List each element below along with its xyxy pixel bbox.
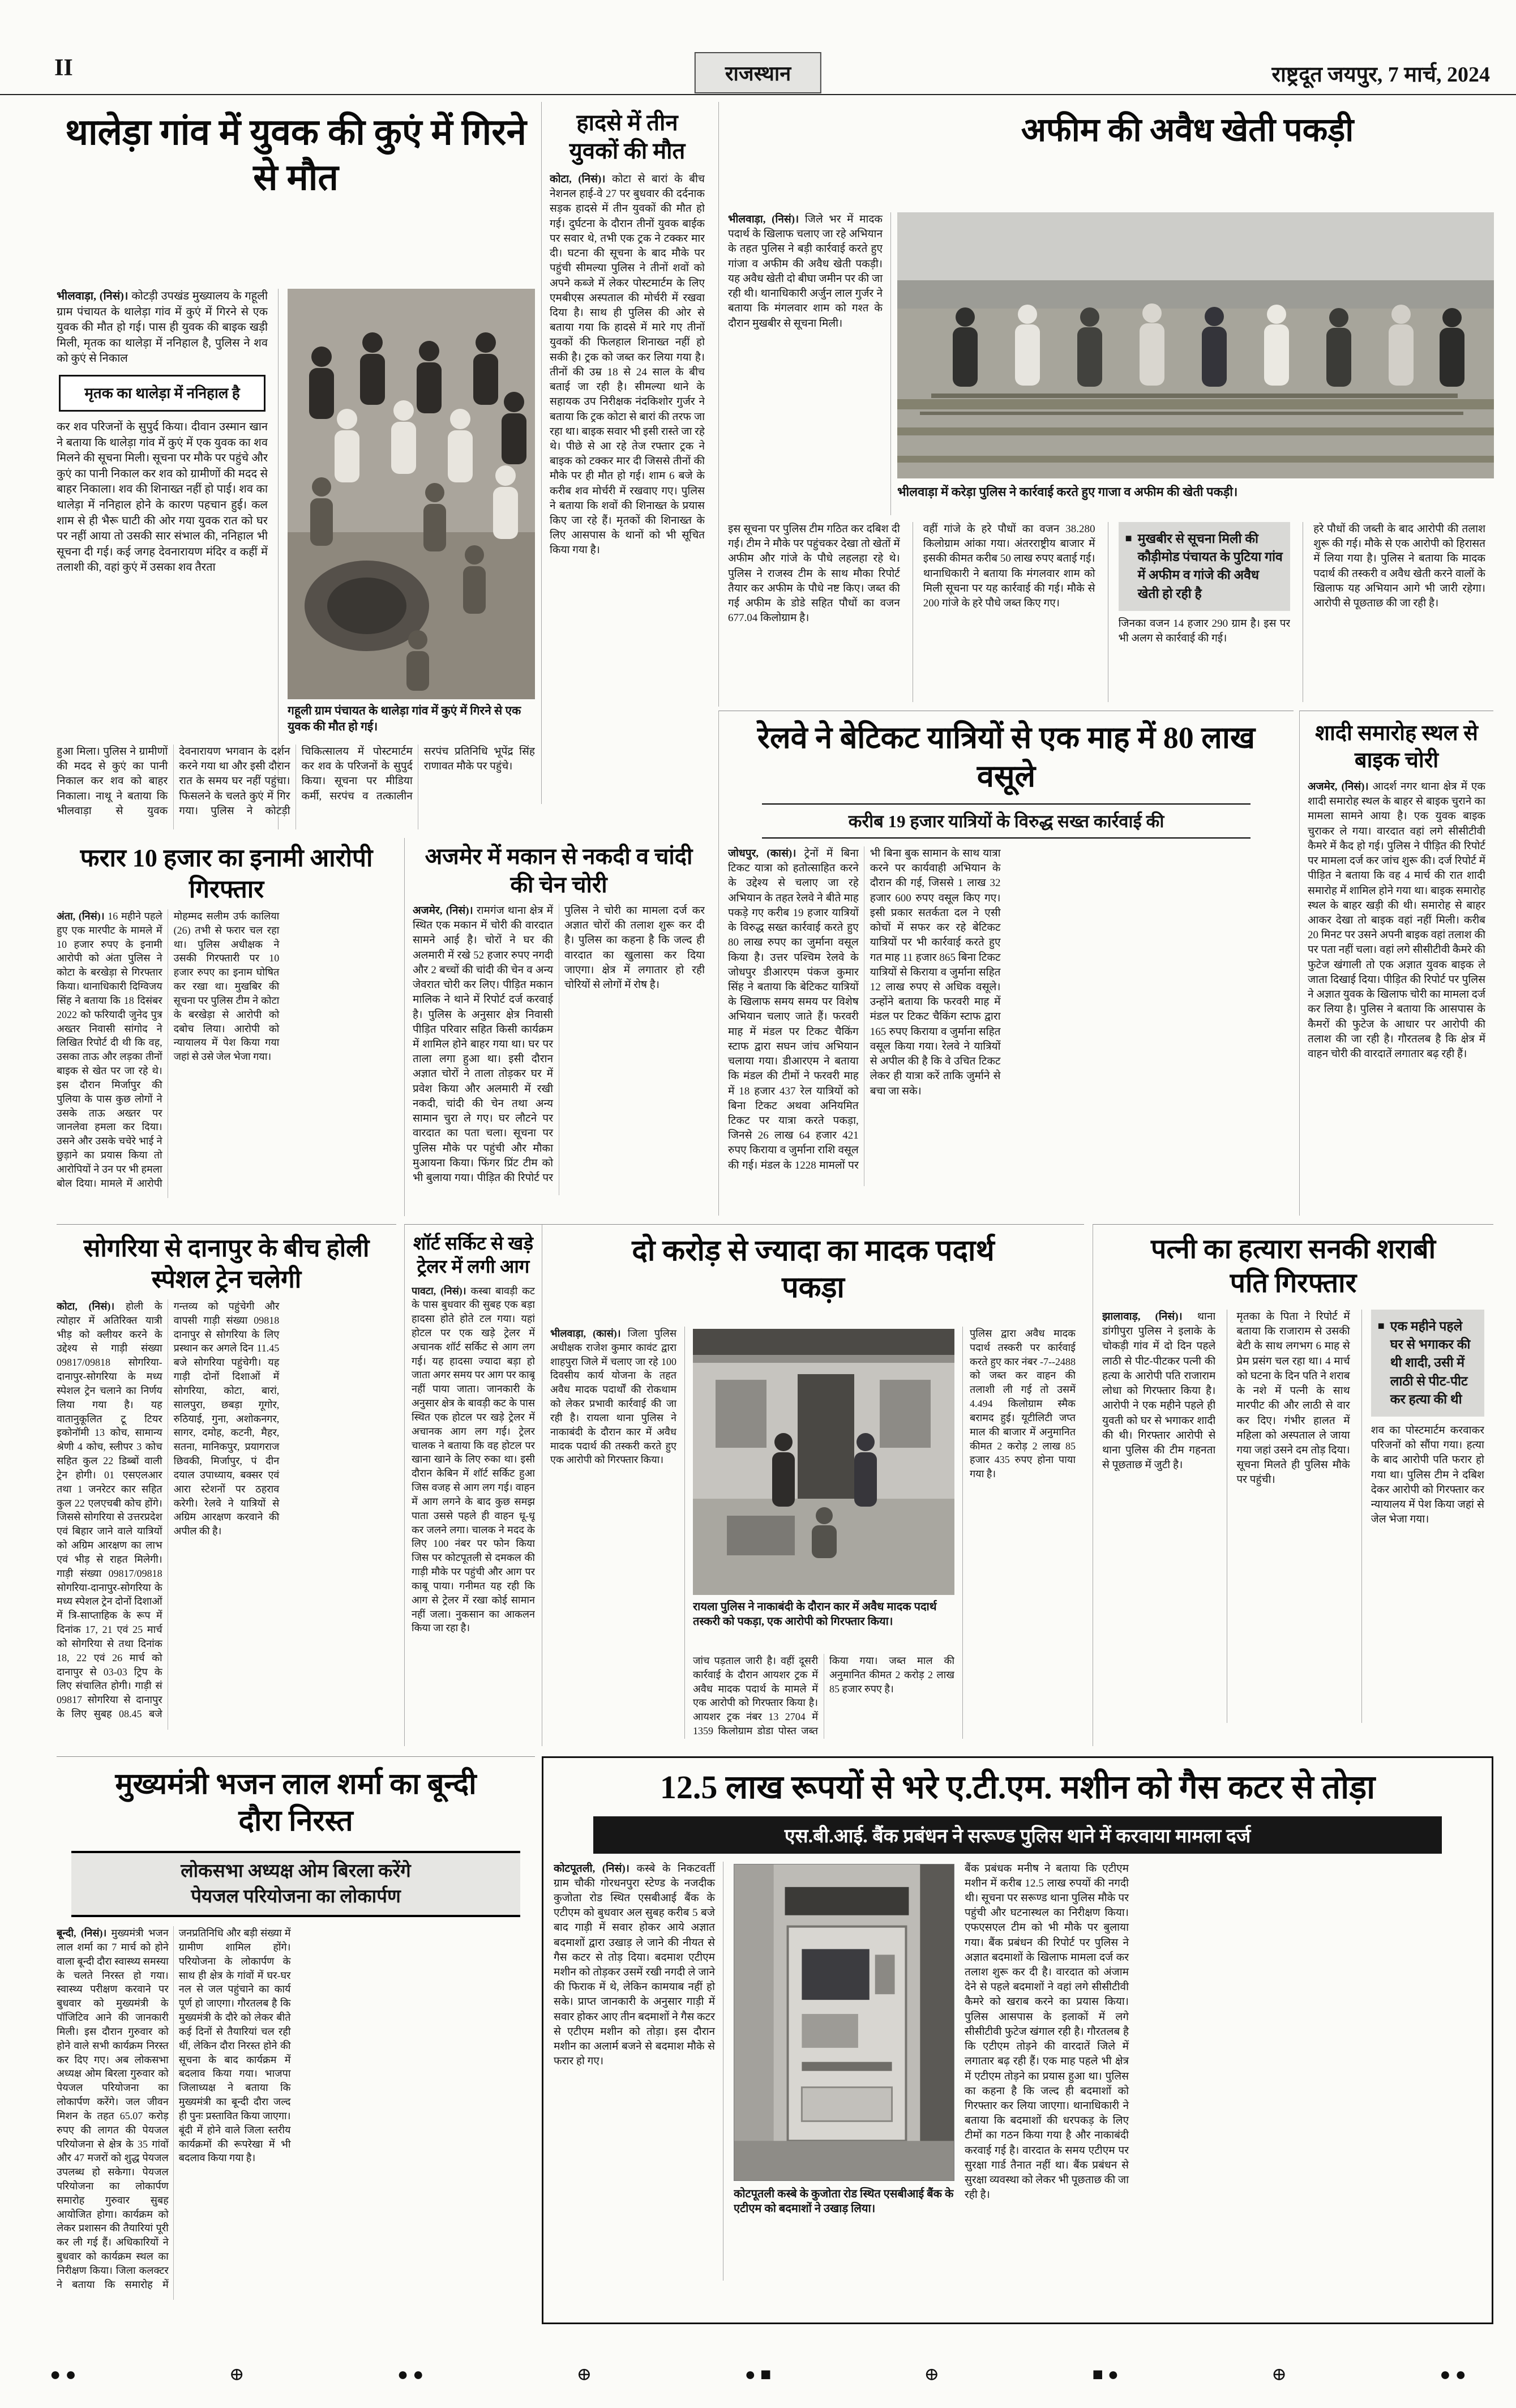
opium-col1: इस सूचना पर पुलिस टीम गठित कर दबिश दी गई। टीम ने मौके पर पहुंचकर देखा तो खेतों में अफीम और गांजे के पौधे लहलहा रहे थे। पुलिस ने राजस्व टीम के साथ मौका रिपोर्ट तैयार कर अफीम के पौधे नष्ट किए। जब्त की गई अफीम के डोडे सहित पौधों का वजन 677.04 किलोग्राम है।: [728, 523, 900, 625]
masthead: [0, 0, 1516, 95]
thaleda-lead-top-text: कोटड़ी उपखंड मुख्यालय के गहूली ग्राम पंचायत के थालेड़ा गांव में कुएं में गिरने से एक युवक की मौत हो गई। पास ही युवक की बाइक खड़ी मिली, मृतक का थालेड़ा में ननिहाल है, पुलिस ने शव को कुएं से निकाल: [57, 290, 268, 365]
drugs-photo-caption: रायला पुलिस ने नाकाबंदी के दौरान कार में अवैध मादक पदार्थ तस्करी को पकड़ा, एक आरोपी को गिरफ्तार किया।: [693, 1601, 937, 1628]
article-opium: [718, 102, 1493, 707]
wife-murder-col1-text: थाना डांगीपुरा पुलिस ने इलाके के चोकड़ी गांव में दो दिन पहले लाठी से पीट-पीटकर पत्नी की हत्या के आरोपी पति राजाराम लोधा को गिरफ्तार किया है। आरोपी ने एक महीने पहले ही युवती को घर से भगाकर शादी की थी। गिरफ्तार आरोपी से थाना पुलिस की टीम गहनता से पूछताछ में जुटी है।: [1102, 1311, 1216, 1472]
wife-murder-inset-box: [1371, 1310, 1484, 1417]
house-theft-headline: अजमेर में मकान से नकदी व चांदी की चेन चोरी: [425, 844, 693, 897]
bike-body: आदर्श नगर थाना क्षेत्र में एक शादी समारोह स्थल के बाहर से बाइक चुराने का मामला सामने आया है। एक युवक बाइक चुराकर ले गया। वारदात वहां लगे सीसीटीवी कैमरे में कैद हो गई। पुलिस ने पीड़ित की रिपोर्ट पर मामला दर्ज कर जांच शुरू की। दर्ज रिपोर्ट में पीड़ित ने बताया कि वह 4 मार्च की रात शादी समारोह में शामिल होने गया था। बाइक समारोह स्थल के बाहर खड़ी की थी। समारोह से बाहर आकर देखा तो बाइक वहां नहीं मिली। करीब 20 मिनट पर उसने अपनी बाइक वहां तलाश की पर पता नहीं चला। वहां लगे सीसीटीवी कैमरे की फुटेज खंगाली तो एक अज्ञात युवक बाइक ले जाता दिखाई दिया। पीड़ित की रिपोर्ट पर पुलिस ने अज्ञात युवक के खिलाफ चोरी का मामला दर्ज कर लिया है। पुलिस ने बताया कि आसपास के कैमरों की फुटेज के आधार पर आरोपी की तलाश की जा रही है। गौरतलब है कि क्षेत्र में वाहन चोरी की वारदातें लगातार बढ़ रही हैं।: [1308, 781, 1485, 1060]
article-house-theft: [404, 838, 713, 1216]
opium-inset-box: [1119, 522, 1291, 611]
reward-body-wrap: [57, 909, 396, 1198]
bike-body-wrap: [1308, 780, 1485, 1176]
accident-dateline: कोटा, (निसं)।: [550, 173, 606, 185]
drugs-lead-column: [550, 1327, 685, 1739]
atm-photo-caption: कोटपूतली कस्बे के कुजोता रोड स्थित एसबीआई बैंक के एटीएम को बदमाशों ने उखाड़ लिया।: [734, 2187, 954, 2215]
cm-visit-headline: मुख्यमंत्री भजन लाल शर्मा का बून्दी दौरा निरस्त: [115, 1768, 477, 1837]
cm-visit-body: मुख्यमंत्री भजन लाल शर्मा का 7 मार्च को होने वाला बून्दी दौरा स्वास्थ्य समस्या के चलते निरस्त हो गया। स्वास्थ्य परीक्षण करवाने पर बुधवार को मुख्यमंत्री के पॉजिटिव आने की जानकारी मिली। इस दौरान गुरुवार को होने वाले सभी कार्यक्रम निरस्त कर दिए गए। अब लोकसभा अध्यक्ष ओम बिरला गुरुवार को पेयजल परियोजना का लोकार्पण करेंगे। जल जीवन मिशन के तहत 65.07 करोड़ रुपए की लागत की पेयजल परियोजना से क्षेत्र के 35 गांवों और 47 मजरों को शुद्ध पेयजल उपलब्ध हो सकेगा। पेयजल परियोजना का लोकार्पण समारोह गुरुवार सुबह आयोजित होगा। कार्यक्रम को लेकर प्रशासन की तैयारियां पूरी कर ली गई हैं। अधिकारियों ने बुधवार को कार्यक्रम स्थल का निरीक्षण किया। जिला कलक्टर ने बताया कि समारोह में जनप्रतिनिधि और बड़ी संख्या में ग्रामीण शामिल होंगे। परियोजना के लोकार्पण के साथ ही क्षेत्र के गांवों में घर-घर नल से जल पहुंचाने का कार्य पूर्ण हो जाएगा। गौरतलब है कि मुख्यमंत्री के दौरे को लेकर बीते कई दिनों से तैयारियां चल रही थीं, लेकिन दौरा निरस्त होने की सूचना के बाद कार्यक्रम में बदलाव किया गया। भाजपा जिलाध्यक्ष ने बताया कि मुख्यमंत्री का बून्दी दौरा जल्द ही पुनः प्रस्तावित किया जाएगा। बूंदी में होने वाले जिला स्तरीय कार्यक्रमों की रूपरेखा में भी बदलाव किया गया है।: [57, 1927, 291, 2290]
well-accident-photo: [288, 289, 535, 699]
atm-body: बैंक प्रबंधक मनीष ने बताया कि एटीएम मशीन में करीब 12.5 लाख रुपयों की नगदी थी। सूचना पर सरूण्ड थाना पुलिस मौके पर पहुंची और घटनास्थल का निरीक्षण किया। एफएसएल टीम को भी मौके पर बुलाया गया। बैंक प्रबंधन की रिपोर्ट पर पुलिस ने अज्ञात बदमाशों के खिलाफ मामला दर्ज कर तलाश शुरू कर दी है। वारदात को अंजाम देने से पहले बदमाशों ने वहां लगे सीसीटीवी कैमरे को खराब करने का प्रयास किया। पुलिस आसपास के इलाकों में लगे सीसीटीवी फुटेज खंगाल रही है। गौरतलब है कि एटीएम तोड़ने की वारदातें जिले में लगातार बढ़ रही हैं। एक माह पहले भी क्षेत्र में एटीएम तोड़ने का प्रयास हुआ था। पुलिस का कहना है कि जल्द ही बदमाशों को गिरफ्तार कर लिया जाएगा। थानाधिकारी ने बताया कि बदमाशों की धरपकड़ के लिए टीमों का गठन किया गया है और नाकाबंदी करवाई गई है। वारदात के समय एटीएम पर सुरक्षा गार्ड तैनात नहीं था। बैंक प्रबंधन से सुरक्षा व्यवस्था को लेकर भी पूछताछ की जा रही है।: [965, 1862, 1129, 2201]
registration-mark: ⊕: [924, 2364, 940, 2384]
holi-train-headline: सोगरिया से दानापुर के बीच होली स्पेशल ट्रेन चलेगी: [83, 1234, 370, 1293]
opium-dateline: भीलवाड़ा, (निसं)।: [728, 213, 799, 225]
wife-murder-col1: [1102, 1310, 1215, 1723]
thaleda-headline: थालेड़ा गांव में युवक की कुएं में गिरने से मौत: [65, 112, 526, 198]
drugs-dateline: भीलवाड़ा, (कासं)।: [550, 1328, 621, 1339]
cm-visit-subhead-line2: पेयजल परियोजना का लोकार्पण: [191, 1886, 401, 1907]
opium-col3: [1108, 522, 1291, 702]
holi-train-body: होली के त्योहार में अतिरिक्त यात्री भीड़ को क्लीयर करने के उद्देश्य से गाड़ी संख्या 09817/09818 सोगरिया-दानापुर-सोगरिया के मध्य स्पेशल ट्रेन चलाने का निर्णय लिया गया है। यह वातानुकूलित टू टियर इकोनॉमी 13 कोच, सामान्य श्रेणी 4 कोच, स्लीपर 3 कोच सहित कुल 22 डिब्बों वाली ट्रेन होगी। 01 एसएलआर तथा 1 जनरेटर कार सहित कुल 22 एलएचबी कोच होंगे। जिससे सोगरिया से उत्तरप्रदेश एवं बिहार जाने वाले यात्रियों को अग्रिम आरक्षण का लाभ एवं भीड़ से राहत मिलेगी। गाड़ी संख्या 09817/09818 सोगरिया-दानापुर-सोगरिया के मध्य स्पेशल ट्रेन दोनों दिशाओं में त्रि-साप्ताहिक के रूप में दिनांक 17, 21 एवं 25 मार्च को सोगरिया से तथा दिनांक 18, 22 एवं 26 मार्च को दानापुर से 03-03 ट्रिप के लिए संचालित होगी। गाड़ी सं 09817 सोगरिया से दानापुर के लिए सुबह 08.45 बजे गन्तव्य को पहुंचेगी और वापसी गाड़ी संख्या 09818 दानापुर से सोगरिया के लिए प्रस्थान कर अगले दिन 11.45 बजे सोगरिया पहुंचेगी। यह गाड़ी दोनों दिशाओं में सोगरिया, कोटा, बारां, सालपुरा, छबड़ा गूगोर, रुठियाई, गुना, अशोकनगर, सागर, दमोह, कटनी, मैहर, सतना, मानिकपुर, प्रयागराज छिवकी, मिर्जापुर, पं दीन दयाल उपाध्याय, बक्सर एवं आरा स्टेशनों पर ठहराव करेगी। रेलवे ने यात्रियों से अग्रिम आरक्षण करवाने की अपील की है।: [57, 1301, 280, 1720]
atm-machine-photo: [734, 1864, 954, 2181]
registration-mark: ● ●: [1440, 2363, 1466, 2384]
opium-col3-text: जिनका वजन 14 हजार 290 ग्राम है। इस पर भी अलग से कार्रवाई की गई।: [1118, 617, 1291, 644]
article-wife-murder: [1093, 1224, 1493, 1746]
railway-dateline: जोधपुर, (कासं)।: [728, 848, 796, 859]
holi-train-dateline: कोटा, (निसं)।: [57, 1301, 115, 1312]
trailer-fire-dateline: पावटा, (निसं)।: [412, 1285, 466, 1297]
article-holi-train: [57, 1224, 396, 1746]
registration-mark: ⊕: [1271, 2364, 1287, 2384]
wife-murder-col2: मृतका के पिता ने रिपोर्ट में बताया कि राजाराम से उसकी बेटी के साथ लगभग 6 माह से प्रेम प्रसंग चल रहा था। 4 मार्च को घटना के दिन पति ने शराब के नशे में पत्नी के साथ मारपीट की और लाठी से वार कर दिए। गंभीर हालत में महिला को अस्पताल ले जाया गया जहां उसने दम तोड़ दिया। सूचना मिलते ही पुलिस मौके पर पहुंची।: [1227, 1310, 1350, 1723]
opium-field-photo: [897, 212, 1494, 478]
opium-lead-column: [728, 212, 891, 515]
wife-murder-col3-text: शव का पोस्टमार्टम करवाकर परिजनों को सौंपा गया। हत्या के बाद आरोपी पति फरार हो गया था। पुलिस टीम ने दबिश देकर आरोपी को गिरफ्तार कर न्यायालय में पेश किया जहां से जेल भेजा गया।: [1371, 1424, 1484, 1526]
article-railway: [718, 711, 1294, 1216]
opium-col4: हरे पौधों की जब्ती के बाद आरोपी की तलाश शुरू की गई। मौके से एक आरोपी को हिरासत में लिया गया है। पुलिस ने बताया कि मादक पदार्थ की तस्करी व अवैध खेती करने वालों के खिलाफ यह अभियान आगे भी जारी रहेगा। आरोपी से पूछताछ की जा रही है।: [1303, 522, 1485, 702]
article-accident: [541, 102, 713, 804]
atm-subhead-bar: एस.बी.आई. बैंक प्रबंधन ने सरूण्ड पुलिस थाने में करवाया मामला दर्ज: [593, 1816, 1442, 1854]
bike-dateline: अजमेर, (निसं)।: [1308, 781, 1369, 793]
railway-subhead: करीब 19 हजार यात्रियों के विरुद्ध सख्त कार्रवाई की: [762, 803, 1251, 839]
atm-lead-column: [554, 1862, 723, 2281]
article-bike-theft: [1299, 711, 1493, 1216]
reward-body: 16 महीने पहले हुए एक मारपीट के मामले में 10 हजार रुपए के इनामी आरोपी को अंता पुलिस ने कोटा के बरखेड़ा से गिरफ्तार किया। थानाधिकारी दिग्विजय सिंह ने बताया कि 18 दिसंबर 2022 को फरियादी जुनेद पुत्र अख्तर निवासी सांगोद ने लिखित रिपोर्ट दी थी कि वह, उसका ताऊ और लड़का तीनों बाइक से खेत पर जा रहे थे। इस दौरान मिर्जापुर की पुलिया के पास कुछ लोगों ने उसके ताऊ अख्तर पर जानलेवा हमला कर दिया। उसने और उसके चचेरे भाई ने छुड़ाने का प्रयास किया तो आरोपियों ने उन पर भी हमला बोल दिया। मामले में आरोपी मोहम्मद सलीम उर्फ कालिया (26) तभी से फरार चल रहा था। पुलिस अधीक्षक ने उसकी गिरफ्तारी पर 10 हजार रुपए का इनाम घोषित कर रखा था। मुखबिर की सूचना पर पुलिस टीम ने कोटा के बरखेड़ा से आरोपी को दबोच लिया। आरोपी को न्यायालय में पेश किया गया जहां से उसे जेल भेजा गया।: [57, 910, 280, 1189]
wife-murder-col3: [1361, 1310, 1484, 1723]
drugs-bottom-text: जांच पड़ताल जारी है। वहीं दूसरी कार्रवाई के दौरान आयशर ट्रक में अवैध मादक पदार्थ के मामले में एक आरोपी को गिरफ्तार किया है। आयशर ट्रक नंबर 13 2704 में 1359 किलोग्राम डोडा पोस्त जब्त किया गया। जब्त माल की अनुमानित कीमत 2 करोड़ 2 लाख 85 हजार रुपए है।: [693, 1655, 954, 1737]
wife-murder-dateline: झालावाड़, (निसं)।: [1102, 1311, 1183, 1323]
accident-headline: हादसे में तीन युवकों की मौत: [569, 110, 686, 164]
reward-headline: फरार 10 हजार का इनामी आरोपी गिरफ्तार: [80, 844, 373, 903]
article-cm-visit: [57, 1756, 535, 2324]
cm-visit-dateline: बून्दी, (निसं)।: [57, 1927, 107, 1939]
opium-field-photo-art: [897, 212, 1494, 478]
bike-headline: शादी समारोह स्थल से बाइक चोरी: [1315, 721, 1478, 772]
railway-body-wrap: [728, 846, 1284, 1186]
wife-murder-headline: पत्नी का हत्यारा सनकी शराबी पति गिरफ्तार: [1150, 1234, 1436, 1298]
article-trailer-fire: [404, 1224, 542, 1746]
cm-visit-subhead-line1: लोकसभा अध्यक्ष ओम बिरला करेंगे: [181, 1861, 411, 1881]
drugs-headline: दो करोड़ से ज्यादा का मादक पदार्थ पकड़ा: [632, 1235, 995, 1304]
railway-headline: रेलवे ने बेटिकट यात्रियों से एक माह में 80 लाख वसूले: [757, 721, 1256, 793]
registration-mark: ● ●: [50, 2363, 76, 2384]
thaleda-lead-rest: कर शव परिजनों के सुपुर्द किया। दीवान उस्मान खान ने बताया कि थालेड़ा गांव में कुएं में एक युवक का शव मिलने की सूचना मिली। सूचना पर मौके पर पहुंचे और कुएं का पानी निकाल कर शव को ग्रामीणों की मदद से बाहर निकाला। शव की शिनाख्त नहीं हो पाई। शव का थालेड़ा में ननिहाल होने के कारण पहचान हुई। कल शाम से ही भैरू घाटी की ओर गया युवक रात को घर पर नहीं आया तो उसकी सार संभाल की, ननिहाल भी सूचना दी गई। कई जगह देवनारायण मंदिर व कहीं में तलाशी की, वहां कुएं में उसका शव तैरता: [57, 421, 268, 574]
registration-mark: ● ■: [744, 2363, 772, 2384]
atm-content: [554, 1862, 1481, 2285]
trailer-fire-body-wrap: [412, 1284, 535, 1703]
square-bullet-icon: ■: [1125, 532, 1132, 545]
registration-mark: ■ ●: [1092, 2363, 1119, 2384]
footer-registration-marks: [0, 2354, 1516, 2394]
trailer-fire-body: कस्बा बावड़ी कट के पास बुधवार की सुबह एक बड़ा हादसा होते होते टल गया। यहां होटल पर एक खड़े ट्रेलर में अचानक शॉर्ट सर्किट से आग लग गई। यह हादसा ज्यादा बड़ा हो जाता अगर समय पर आग पर काबू नहीं पाया जाता। जानकारी के अनुसार क्षेत्र के बावड़ी कट के पास स्थित एक होटल पर खड़े ट्रेलर में अचानक आग लग गई। ट्रेलर चालक ने बताया कि वह होटल पर खाना खाने के लिए रुका था। इसी दौरान केबिन में शॉर्ट सर्किट हुआ जिस वजह से आग लग गई। वाहन में आग लगने के बाद कुछ समझ पाता उससे पहले ही वाहन धू-धू कर जलने लगा। चालक ने मदद के लिए 100 नंबर पर फोन किया जिस पर कोटपूतली से दमकल की गाड़ी मौके पर पहुंची और आग पर काबू पाया। गनीमत यह रही कि आग से ट्रेलर में रखा कोई सामान नहीं जला। नुकसान का आकलन किया जा रहा है।: [412, 1285, 535, 1634]
accident-body-wrap: [550, 172, 705, 784]
atm-machine-photo-art: [734, 1864, 954, 2180]
trailer-fire-headline: शॉर्ट सर्किट से खड़े ट्रेलर में लगी आग: [413, 1234, 534, 1278]
reward-dateline: अंता, (निसं)।: [57, 910, 105, 922]
wife-murder-columns: [1102, 1310, 1484, 1723]
drugs-right-column: पुलिस द्वारा अवैध मादक पदार्थ तस्करी पर कार्रवाई करते हुए कार नंबर -7--2488 को जब्त कर वाहन की तलाशी ली गई तो उसमें 4.494 किलोग्राम स्मैक बरामद हुई। यूटीलिटी जप्त माल की बाजार में अनुमानित कीमत 2 करोड़ 2 लाख 85 हजार 435 रुपए होना पाया गया है।: [962, 1327, 1076, 1739]
thaleda-inset-box: मृतक का थालेड़ा में ननिहाल है: [59, 375, 265, 412]
holi-train-body-wrap: [57, 1299, 396, 1730]
well-accident-photo-art: [288, 289, 535, 699]
house-theft-body: रामगंज थाना क्षेत्र में स्थित एक मकान में चोरी की वारदात सामने आई है। चोरों ने घर की अलमारी में रखे 52 हजार रुपए नगदी और 2 बच्चों की चांदी की चेन व अन्य जेवरात चोरी कर लिए। पीड़ित मकान मालिक ने थाने में रिपोर्ट दर्ज करवाई है। पुलिस के अनुसार क्षेत्र निवासी पीड़ित परिवार सहित किसी कार्यक्रम में शामिल होने बाहर गया था। घर पर ताला लगा हुआ था। इसी दौरान अज्ञात चोरों ने ताला तोड़कर घर में प्रवेश किया और अलमारी में रखी नकदी, चांदी की चेन तथा अन्य सामान चुरा ले गए। घर लौटने पर वारदात का पता चला। सूचना पर पुलिस मौके पर पहुंची और मौका मुआयना किया। फिंगर प्रिंट टीम को भी बुलाया गया। पीड़ित की रिपोर्ट पर पुलिस ने चोरी का मामला दर्ज कर अज्ञात चोरों की तलाश शुरू कर दी है। पुलिस का कहना है कि जल्द ही वारदात का खुलासा कर दिया जाएगा। क्षेत्र में लगातार हो रही चोरियों से लोगों में रोष है।: [413, 905, 705, 1184]
opium-inset-text: मुखबीर से सूचना मिली की कौड़ीमोड पंचायत के पुटिया गांव में अफीम व गांजे की अवैध खेती हो रही है: [1137, 532, 1283, 601]
region-label: राजस्थान: [695, 52, 821, 93]
house-theft-dateline: अजमेर, (निसं)।: [413, 905, 473, 917]
thaleda-photo-caption: गहूली ग्राम पंचायत के थालेड़ा गांव में कुएं में गिरने से एक युवक की मौत हो गई।: [288, 704, 521, 733]
atm-headline: 12.5 लाख रूपयों से भरे ए.टी.एम. मशीन को गैस कटर से तोड़ा: [659, 1769, 1376, 1806]
article-drug-seizure: [542, 1224, 1084, 1746]
square-bullet-icon: ■: [1377, 1320, 1385, 1332]
house-theft-body-wrap: [413, 904, 705, 1195]
registration-mark: ⊕: [576, 2364, 592, 2384]
police-station-photo: [693, 1329, 954, 1595]
article-thaleda: [57, 102, 535, 832]
opium-bottom-columns: [728, 522, 1485, 702]
drugs-lead: जिला पुलिस अधीक्षक राजेश कुमार कावंट द्वारा शाहपुरा जिले में चलाए जा रहे 100 दिवसीय कार्य योजना के तहत अवैध मादक पदार्थों की रोकथाम को लेकर प्रभावी कार्रवाई की जा रही है। रायला थाना पुलिस ने नाकाबंदी के दौरान कार में अवैध मादक पदार्थ की तस्करी करते हुए एक आरोपी को गिरफ्तार किया।: [550, 1328, 676, 1466]
opium-lead: जिले भर में मादक पदार्थ के खिलाफ चलाए जा रहे अभियान के तहत पुलिस ने बड़ी कार्रवाई करते हुए गांजा व अफीम की अवैध खेती पकड़ी। यह अवैध खेती दो बीघा जमीन पर की जा रही थी। थानाधिकारी अर्जुन लाल गुर्जर ने बताया कि मंगलवार शाम को गश्त के दौरान मुखबीर से सूचना मिली।: [728, 213, 883, 330]
police-station-photo-art: [693, 1329, 954, 1595]
accident-body: कोटा से बारां के बीच नेशनल हाई-वे 27 पर बुधवार की दर्दनाक सड़क हादसे में तीन युवकों की मौत हो गई। दुर्घटना के दौरान तीनों युवक बाईक पर सवार थे, तभी एक ट्रक ने टक्कर मार दी। घटना की सूचना के बाद मौके पर पहुंची सीमल्या पुलिस ने तीनों शवों को अपने कब्जे में लेकर पोस्टमार्टम के लिए एमबीएस अस्पताल की मोर्चरी में रखवा दिया है। साथ ही पुलिस की ओर से बताया गया कि हादसे में मारे गए तीनों युवकों की फिलहाल शिनाख्त नहीं हो सकी है। ट्रक को जब्त कर लिया गया है। तीनों की उम्र 18 से 24 साल के बीच बताई जा रही है। सीमल्या थाने के सहायक उप निरीक्षक नंदकिशोर गुर्जर ने बताया कि ट्रक कोटा से बारां की तरफ जा रहा था। बाइक सवार भी इसी रास्ते जा रहे थे। पीछे से आ रहे तेज रफ्तार ट्रक ने बाइक को टक्कर मार दी जिससे तीनों की मौके पर ही मौत हो गई। शाम 6 बजे के करीब शव मोर्चरी में रखवाए गए। पुलिस ने बताया कि शवों की शिनाख्त के प्रयास किए जा रहे हैं। मृतकों की शिनाख्त के लिए आसपास के थानों को भी सूचित किया गया है।: [550, 173, 705, 557]
wife-murder-inset-text: एक महीने पहले घर से भगाकर की थी शादी, उसी में लाठी से पीट-पीट कर हत्या की थी: [1390, 1319, 1471, 1406]
thaleda-body-more: हुआ मिला। पुलिस ने ग्रामीणों की मदद से कुएं का पानी निकाल कर शव को बाहर निकाला। नाथू ने बताया कि भीलवाड़ा से युवक देवनारायण भगवान के दर्शन करने गया था और इसी दौरान रात के समय घर नहीं पहुंचा। फिसलने के चलते कुएं में गिर गया। पुलिस ने कोटड़ी चिकित्सालय में पोस्टमार्टम कर शव के परिजनों के सुपुर्द किया। सूचना पर मीडिया कर्मी, सरपंच व तत्कालीन सरपंच प्रतिनिधि भूपेंद्र सिंह राणावत मौके पर पहुंचे।: [57, 746, 535, 817]
thaleda-dateline: भीलवाड़ा, (निसं)।: [57, 290, 129, 302]
page-marker: II: [54, 55, 73, 81]
registration-mark: ● ●: [397, 2363, 424, 2384]
registration-mark: ⊕: [229, 2364, 245, 2384]
thaleda-lead-top: [57, 289, 268, 367]
opium-col2: वहीं गांजे के हरे पौधों का वजन 38.280 किलोग्राम आंका गया। अंतरराष्ट्रीय बाजार में इसकी कीमत करीब 50 लाख रुपए बताई गई। थानाधिकारी ने बताया कि मंगलवार शाम को मिली सूचना पर यह कार्रवाई की गई। मौके से 200 गांजे के हरे पौधे जब्त किए गए।: [913, 522, 1095, 702]
railway-body: ट्रेनों में बिना टिकट यात्रा को हतोत्साहित करने के उद्देश्य से चलाए जा रहे अभियान के तहत रेलवे ने बीते माह पकड़े गए करीब 19 हजार यात्रियों के विरुद्ध सख्त कार्रवाई करते हुए 80 लाख रुपए का जुर्माना वसूल किया है। उत्तर पश्चिम रेलवे के जोधपुर डीआरएम पंकज कुमार सिंह ने बताया कि बेटिकट यात्रियों के खिलाफ समय समय पर विशेष अभियान चलाए जाते हैं। फरवरी माह में मंडल पर टिकट चैकिंग स्टाफ द्वारा सघन जांच अभियान चलाया गया। डीआरएम ने बताया कि मंडल की टीमों ने फरवरी माह में 18 हजार 437 रेल यात्रियों को बिना टिकट अथवा अनियमित टिकट पर यात्रा करते पकड़ा, जिनसे 26 लाख 64 हजार 421 रुपए किराया व जुर्माना राशि वसूल की गई। मंडल के 1228 मामलों पर भी बिना बुक सामान के साथ यात्रा करने पर कार्यवाही अभियान के दौरान की गई, जिससे 1 लाख 32 हजार 600 रुपए वसूल किए गए। इसी प्रकार सतर्कता दल ने एसी कोचों में सफर कर रहे बेटिकट यात्रियों पर भी कार्रवाई करते हुए गत माह 11 हजार 865 बिना टिकट यात्रियों से किराया व जुर्माना सहित 12 लाख रुपए से अधिक वसूले। उन्होंने बताया कि फरवरी माह में मंडल पर टिकट चैकिंग स्टाफ द्वारा 165 रुपए किराया व जुर्माना सहित वसूल किया गया। रेलवे ने यात्रियों से अपील की है कि वे उचित टिकट लेकर ही यात्रा करें ताकि जुर्माने से बचा जा सके।: [728, 848, 1001, 1171]
article-reward-arrest: [57, 838, 396, 1216]
opium-headline: अफीम की अवैध खेती पकड़ी: [1021, 112, 1354, 148]
atm-lead: कस्बे के निकटवर्ती ग्राम चौकी गोरधनपुरा स्टेण्ड के नजदीक कुजोता रोड स्थित एसबीआई बैंक के एटीएम को बुधवार अल सुबह करीब 5 बजे बाद गाड़ी में सवार होकर आये अज्ञात बदमाशों द्वारा उखाड़ ले जाने की नीयत से गैस कटर से तोड़ दिया। बदमाश एटीएम मशीन को तोड़कर उसमें रखी नगदी ले जाने की फिराक में थे, लेकिन कामयाब नहीं हो सके। प्राप्त जानकारी के अनुसार गाड़ी में सवार होकर आए तीन बदमाशों ने गैस कटर से एटीएम मशीन को तोड़ा। इस दौरान मशीन का अलार्म बजने से बदमाश मौके से फरार हो गए।: [554, 1862, 715, 2068]
article-atm: [542, 1756, 1493, 2324]
edition-dateline: राष्ट्रदूत जयपुर, 7 मार्च, 2024: [1271, 63, 1490, 87]
opium-photo-caption: भीलवाड़ा में करेड़ा पुलिस ने कार्रवाई करते हुए गाजा व अफीम की खेती पकड़ी।: [897, 485, 1238, 499]
cm-visit-subhead-bar: [71, 1851, 520, 1917]
cm-visit-body-wrap: [57, 1926, 535, 2300]
atm-dateline: कोटपूतली, (निसं)।: [554, 1862, 629, 1875]
